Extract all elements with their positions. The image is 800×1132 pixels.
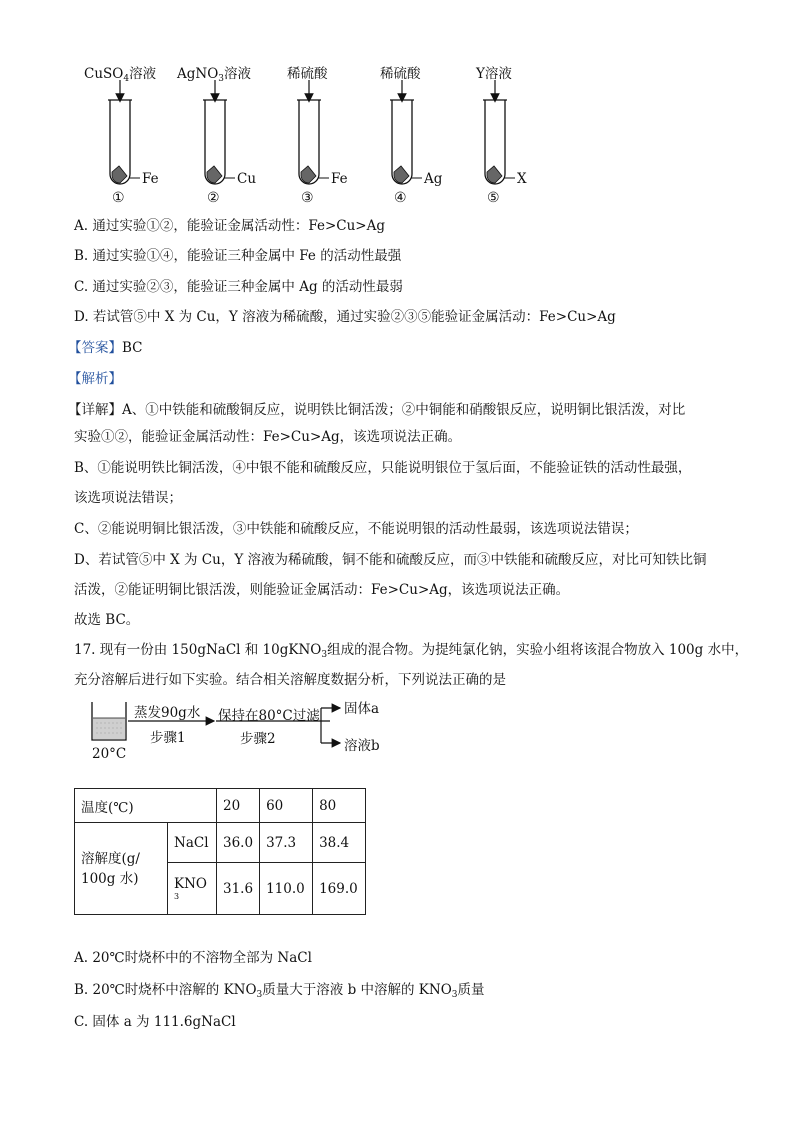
tube-3-solution-label: 稀硫酸 xyxy=(287,66,328,82)
step1-bottom-label: 步骤1 xyxy=(150,730,186,746)
tube-1 xyxy=(108,80,140,184)
solubility-table xyxy=(74,788,366,915)
solid-a-label: 固体a xyxy=(344,701,380,717)
q16-option-a: A. 通过实验①②，能验证金属活动性：Fe>Cu>Ag xyxy=(74,218,385,234)
q16-detail-line: 该选项说法错误； xyxy=(74,490,182,506)
tube-1-solution-label: CuSO$_4$溶液 xyxy=(84,66,157,84)
tube-2 xyxy=(203,80,235,184)
step1-top-label: 蒸发90g水 xyxy=(134,705,201,721)
tube-5-number: ⑤ xyxy=(487,190,500,206)
tube-5 xyxy=(483,80,515,184)
q16-detail-line: 故选 BC。 xyxy=(74,612,140,628)
tube-1-number: ① xyxy=(112,190,125,206)
nacl-value-cell: 37.3 xyxy=(260,823,313,863)
tube-2-number: ② xyxy=(207,190,220,206)
q16-detail-line: D、若试管⑤中 X 为 Cu，Y 溶液为稀硫酸，铜不能和硫酸反应，而③中铁能和硫酸反应，对比可知铁比铜 xyxy=(74,552,707,568)
beaker-temp-label: 20°C xyxy=(92,746,127,762)
q16-detail-line: 活泼，②能证明铜比银活泼，则能验证金属活动：Fe>Cu>Ag，该选项说法正确。 xyxy=(74,582,570,598)
q16-answer xyxy=(68,338,143,358)
test-tubes-drawing xyxy=(0,0,800,210)
q16-detail-line: B、①能说明铁比铜活泼，④中银不能和硫酸反应，只能说明银位于氢后面，不能验证铁的活动性最强， xyxy=(74,460,692,476)
beaker xyxy=(92,702,126,740)
answer-value: BC xyxy=(122,340,143,356)
nacl-value-cell: 38.4 xyxy=(313,823,366,863)
flow-diagram-drawing xyxy=(0,698,800,778)
kno3-name-cell: KNO 3 xyxy=(168,863,217,915)
tube-3 xyxy=(297,80,329,184)
solution-b-label: 溶液b xyxy=(344,738,380,754)
kno3-value-cell: 31.6 xyxy=(217,863,260,915)
temp-header-cell: 温度(℃) xyxy=(75,789,217,823)
tube-3-metal-label: Fe xyxy=(331,171,348,187)
tube-4 xyxy=(390,80,422,184)
kno3-value-cell: 169.0 xyxy=(313,863,366,915)
q16-option-b: B. 通过实验①④，能验证三种金属中 Fe 的活动性最强 xyxy=(74,248,402,264)
tube-1-metal-label: Fe xyxy=(142,171,159,187)
q17-option-a: A. 20℃时烧杯中的不溶物全部为 NaCl xyxy=(74,950,312,966)
q17-stem-line2: 充分溶解后进行如下实验。结合相关溶解度数据分析，下列说法正确的是 xyxy=(74,672,506,688)
tube-5-solution-label: Y溶液 xyxy=(476,66,512,82)
temp-cell: 80 xyxy=(313,789,366,823)
step2-bottom-label: 步骤2 xyxy=(240,731,276,747)
tube-2-solution-label: AgNO$_3$溶液 xyxy=(177,66,252,84)
q17-stem-line1: 17. 现有一份由 150gNaCl 和 10gKNO$_3$组成的混合物。为提纯氯化钠，实验小组将该混合物放入 100g 水中， xyxy=(74,642,749,660)
solubility-label-cell: 溶解度(g/ 100g 水) xyxy=(75,823,168,915)
q16-option-c: C. 通过实验②③，能验证三种金属中 Ag 的活动性最弱 xyxy=(74,279,403,295)
step2-top-label: 保持在80°C过滤 xyxy=(218,708,320,724)
nacl-value-cell: 36.0 xyxy=(217,823,260,863)
q16-analysis-tag: 【解析】 xyxy=(68,371,122,387)
tube-5-metal-label: X xyxy=(517,171,527,187)
temp-cell: 60 xyxy=(260,789,313,823)
temp-cell: 20 xyxy=(217,789,260,823)
q16-option-d: D. 若试管⑤中 X 为 Cu，Y 溶液为稀硫酸，通过实验②③⑤能验证金属活动：Fe>Cu>Ag xyxy=(74,309,616,325)
tube-4-solution-label: 稀硫酸 xyxy=(380,66,421,82)
nacl-name-cell: NaCl xyxy=(168,823,217,863)
q16-detail-line: C、②能说明铜比银活泼，③中铁能和硫酸反应，不能说明银的活动性最弱，该选项说法错误； xyxy=(74,521,638,537)
kno3-value-cell: 110.0 xyxy=(260,863,313,915)
tube-3-number: ③ xyxy=(301,190,314,206)
q17-option-c: C. 固体 a 为 111.6gNaCl xyxy=(74,1014,236,1030)
q16-detail-line: 【详解】A、①中铁能和硫酸铜反应，说明铁比铜活泼；②中铜能和硝酸银反应，说明铜比银活泼，对比 xyxy=(68,402,686,418)
q17-option-b: B. 20℃时烧杯中溶解的 $KNO_3$质量大于溶液 b 中溶解的 $KNO_3$质量 xyxy=(74,982,485,1000)
tube-4-number: ④ xyxy=(394,190,407,206)
answer-tag: 【答案】 xyxy=(68,340,122,356)
q16-detail-line: 实验①②，能验证金属活动性：Fe>Cu>Ag，该选项说法正确。 xyxy=(74,429,462,445)
tube-4-metal-label: Ag xyxy=(424,171,443,187)
tube-2-metal-label: Cu xyxy=(237,171,257,187)
